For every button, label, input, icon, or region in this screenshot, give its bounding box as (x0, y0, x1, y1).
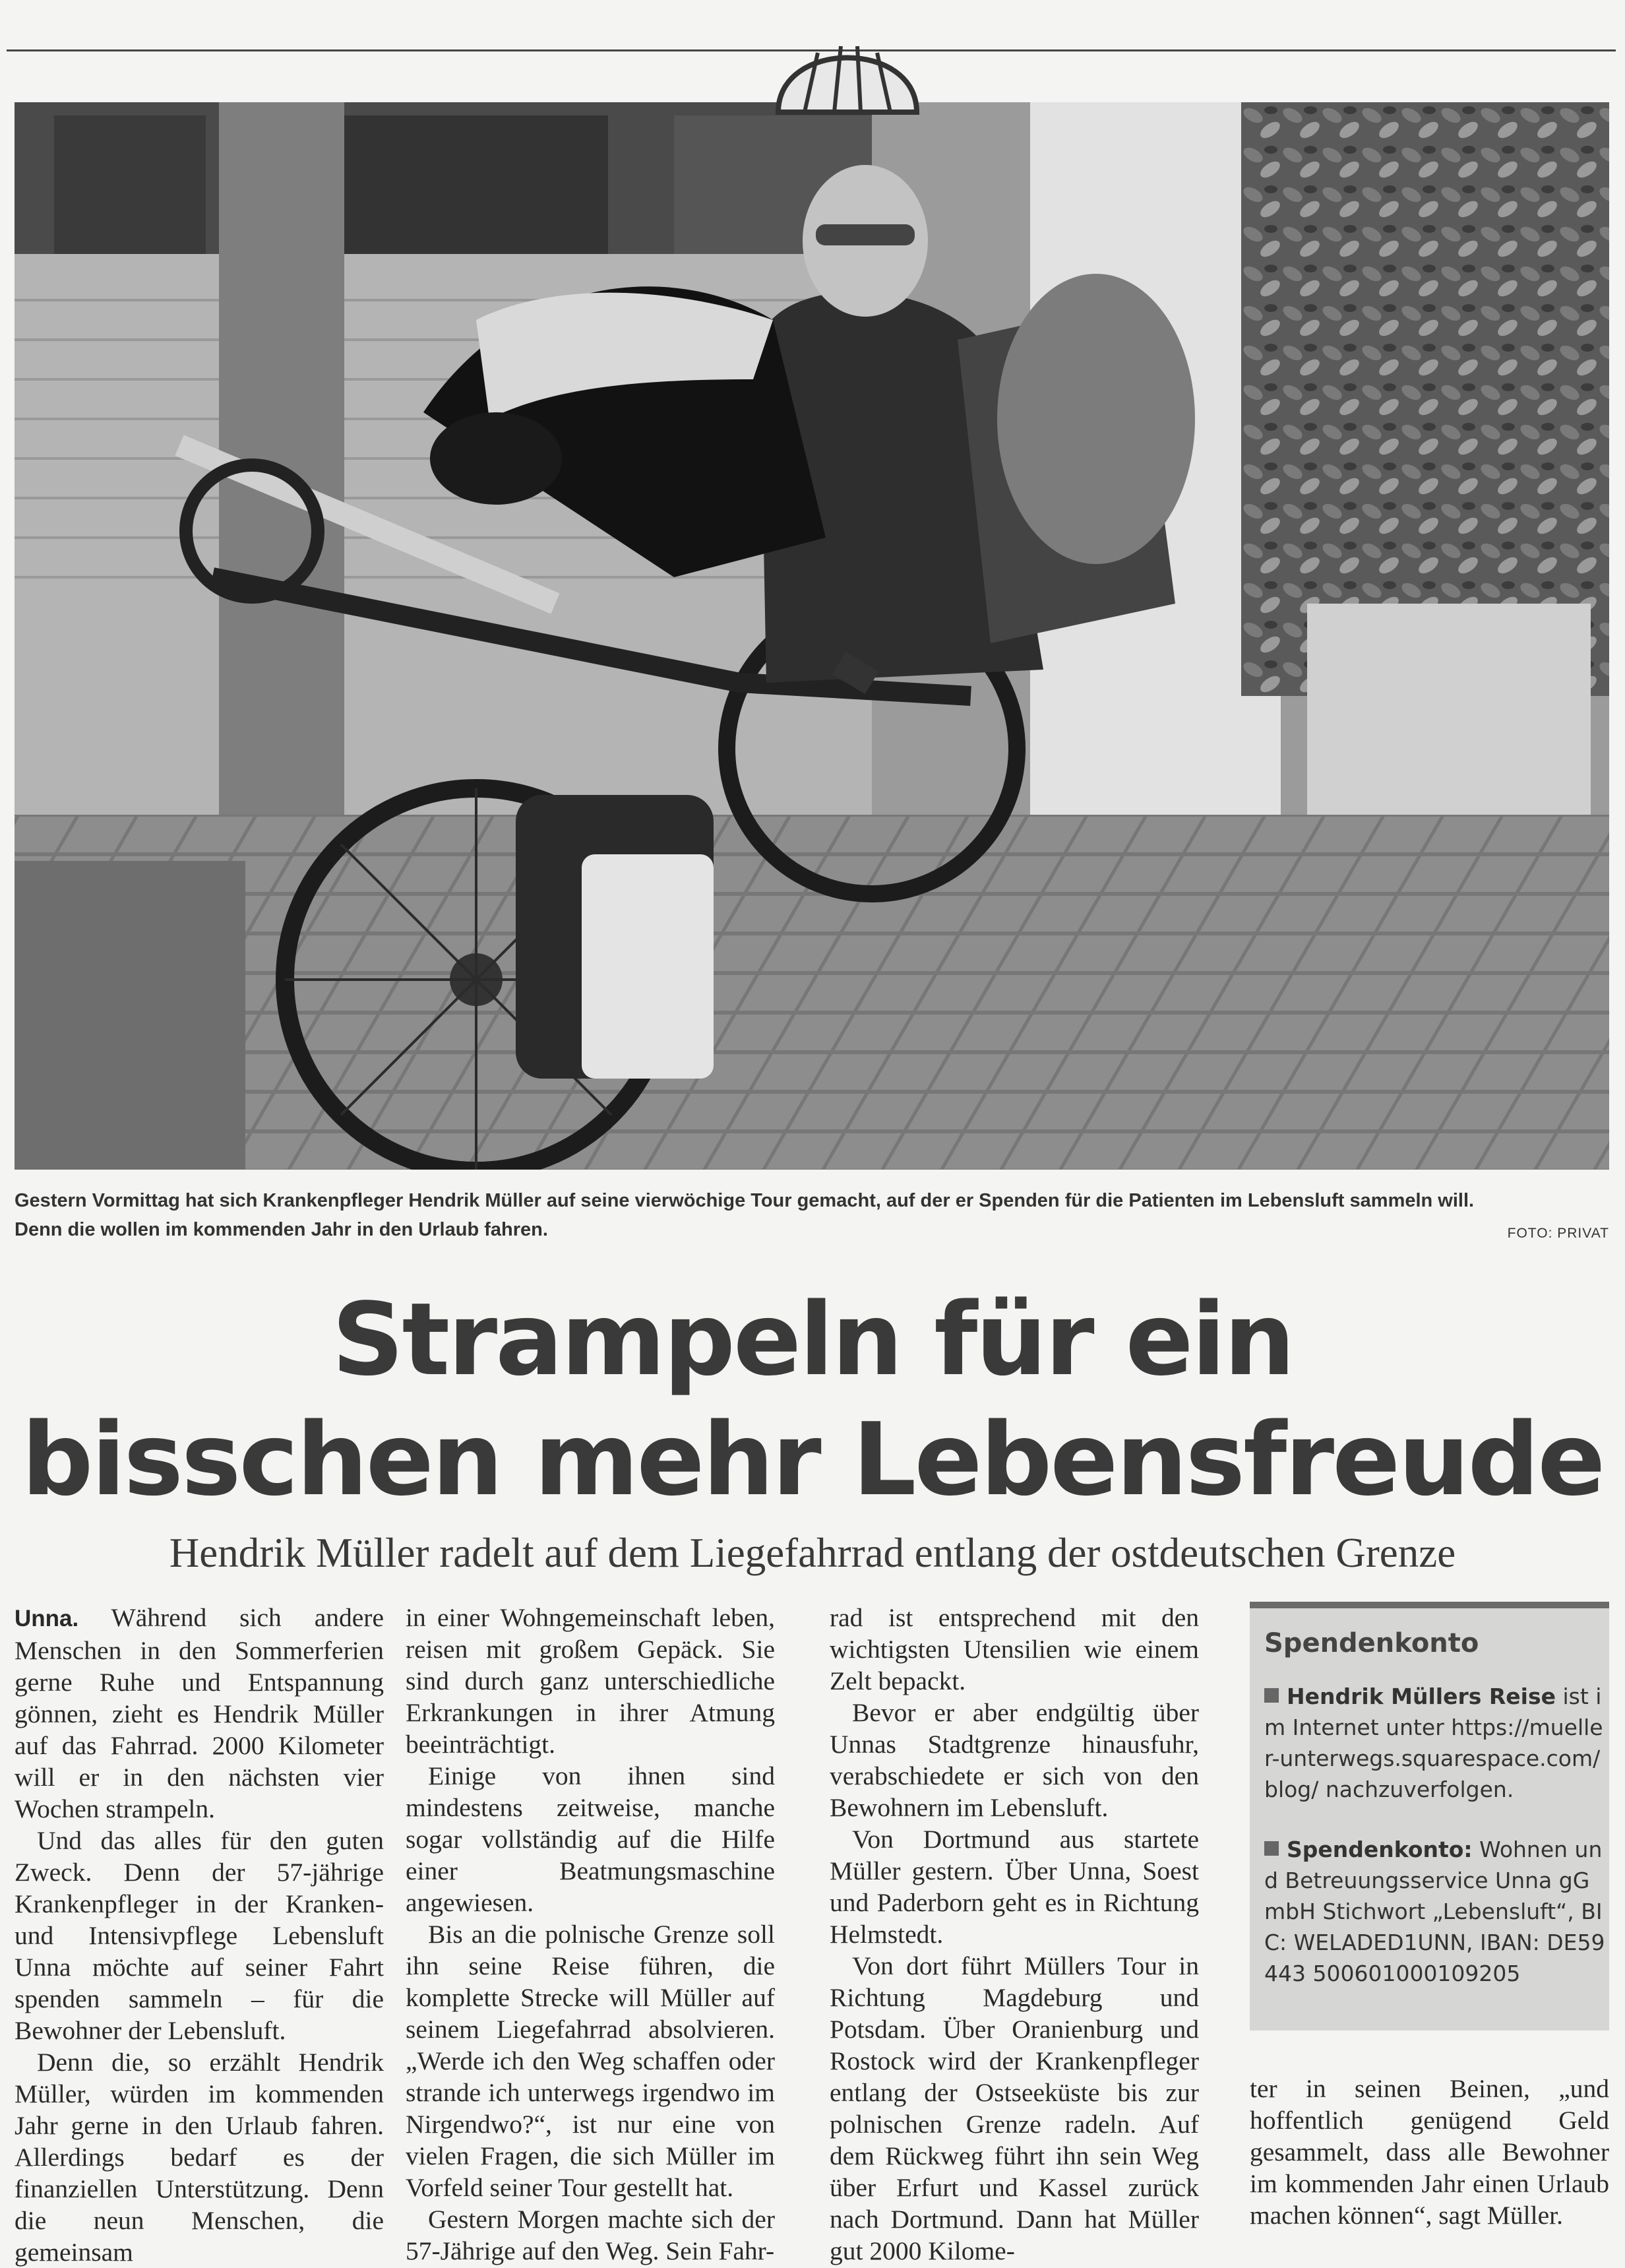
recumbent-bike-photo (15, 102, 1609, 1170)
article-column-2 (406, 1602, 775, 2267)
paragraph: Gestern Morgen machte sich der 57-Jährige auf den Weg. Sein Fahr- (406, 2205, 775, 2265)
headline-line-2: bisschen mehr Lebensfreude (21, 1401, 1604, 1518)
paragraph: Bis an die polnische Grenze soll ihn seine Reise führen, die komplette Strecke will Müller auf seinem Liegefahrrad absolvieren. „Werde ich den Weg schaffen oder strande ich unterwegs irgendwo im Nirgendwo?“, ist nur eine von vielen Fragen, die sich Müller im Vorfeld seiner Tour gestellt hat. (406, 1920, 775, 2202)
headline (0, 1280, 1625, 1520)
paragraph: Und das alles für den guten Zweck. Denn der 57-jährige Krankenpfleger in der Kranken- und Intensivpflege Lebensluft Unna möchte auf seiner Fahrt spenden sammeln – für die Bewohner der Lebensluft. (15, 1826, 384, 2045)
infobox-item-account: Spendenkonto: Wohnen und Betreuungsservice Unna gGmbH Stichwort „Lebensluft“, BIC: WELADED1UNN, IBAN: DE59443 500601000109205 (1264, 1837, 1605, 1986)
caption-line-1: Gestern Vormittag hat sich Krankenpfleger Hendrik Müller auf seine vierwöchige Tour gemacht, auf der er Spenden für die Patienten im Lebensluft sammeln will. (15, 1190, 1475, 1211)
article-column-4 (1250, 2073, 1609, 2231)
helmet-overflow (765, 13, 930, 125)
paragraph: in einer Wohngemeinschaft leben, reisen mit großem Gepäck. Sie sind durch ganz unterschiedliche Erkrankungen in ihrer Atmung beeinträchtigt. (406, 1603, 775, 1759)
article-column-1 (15, 1602, 384, 2268)
paragraph: Denn die, so erzählt Hendrik Müller, würden im kommenden Jahr gerne in den Urlaub fahren. Allerdings bedarf es der finanziellen Unterstützung. Denn die neun Menschen, die gemeinsam (15, 2048, 384, 2267)
paragraph: ter in seinen Beinen, „und hoffentlich genügend Geld gesammelt, dass alle Bewohner im kommenden Jahr einen Urlaub machen können“, sagt Müller. (1250, 2074, 1609, 2230)
paragraph: Von dort führt Müllers Tour in Richtung Magdeburg und Potsdam. Über Oranienburg und Rostock wird der Krankenpfleger entlang der Ostseeküste bis zur polnischen Grenze radeln. Auf dem Rückweg führt ihn sein Weg über Erfurt und Kassel zurück nach Dortmund. Dann hat Müller gut 2000 Kilome- (830, 1951, 1199, 2265)
caption-line-2: Denn die wollen im kommenden Jahr in den Urlaub fahren. (15, 1219, 548, 1240)
paragraph: Von Dortmund aus startete Müller gestern. Über Unna, Soest und Paderborn geht es in Richtung Helmstedt. (830, 1825, 1199, 1949)
photo-credit: FOTO: PRIVAT (1507, 1226, 1609, 1241)
paragraph: rad ist entsprechend mit den wichtigsten Utensilien wie einem Zelt bepackt. (830, 1603, 1199, 1695)
subheadline: Hendrik Müller radelt auf dem Liegefahrrad entlang der ostdeutschen Grenze (169, 1530, 1456, 1576)
dateline: Unna. (15, 1606, 79, 1631)
article-column-3 (830, 1602, 1199, 2267)
article-photo (15, 102, 1609, 1170)
headline-line-1: Strampeln für ein (332, 1281, 1293, 1398)
donation-infobox (1250, 1602, 1609, 2031)
photo-caption (15, 1186, 1609, 1244)
infobox-title: Spendenkonto (1264, 1628, 1479, 1658)
infobox-item-blog: Hendrik Müllers Reise ist im Internet unter https://mueller-unterwegs.squarespace.com/blog/ nachzuverfolgen. (1264, 1684, 1603, 1802)
paragraph: Bevor er aber endgültig über Unnas Stadtgrenze hinausfuhr, verabschiedete er sich von den Bewohnern im Lebensluft. (830, 1698, 1199, 1822)
square-bullet-icon (1264, 1688, 1279, 1703)
paragraph: Einige von ihnen sind mindestens zeitweise, manche sogar vollständig auf die Hilfe einer Beatmungsmaschine angewiesen. (406, 1761, 775, 1917)
square-bullet-icon (1264, 1841, 1279, 1856)
paragraph: Unna. Während sich andere Menschen in den Sommerferien gerne Ruhe und Entspannung gönnen, zieht es Hendrik Müller auf das Fahrrad. 2000 Kilometer will er in den nächsten vier Wochen strampeln. (15, 1603, 384, 1823)
